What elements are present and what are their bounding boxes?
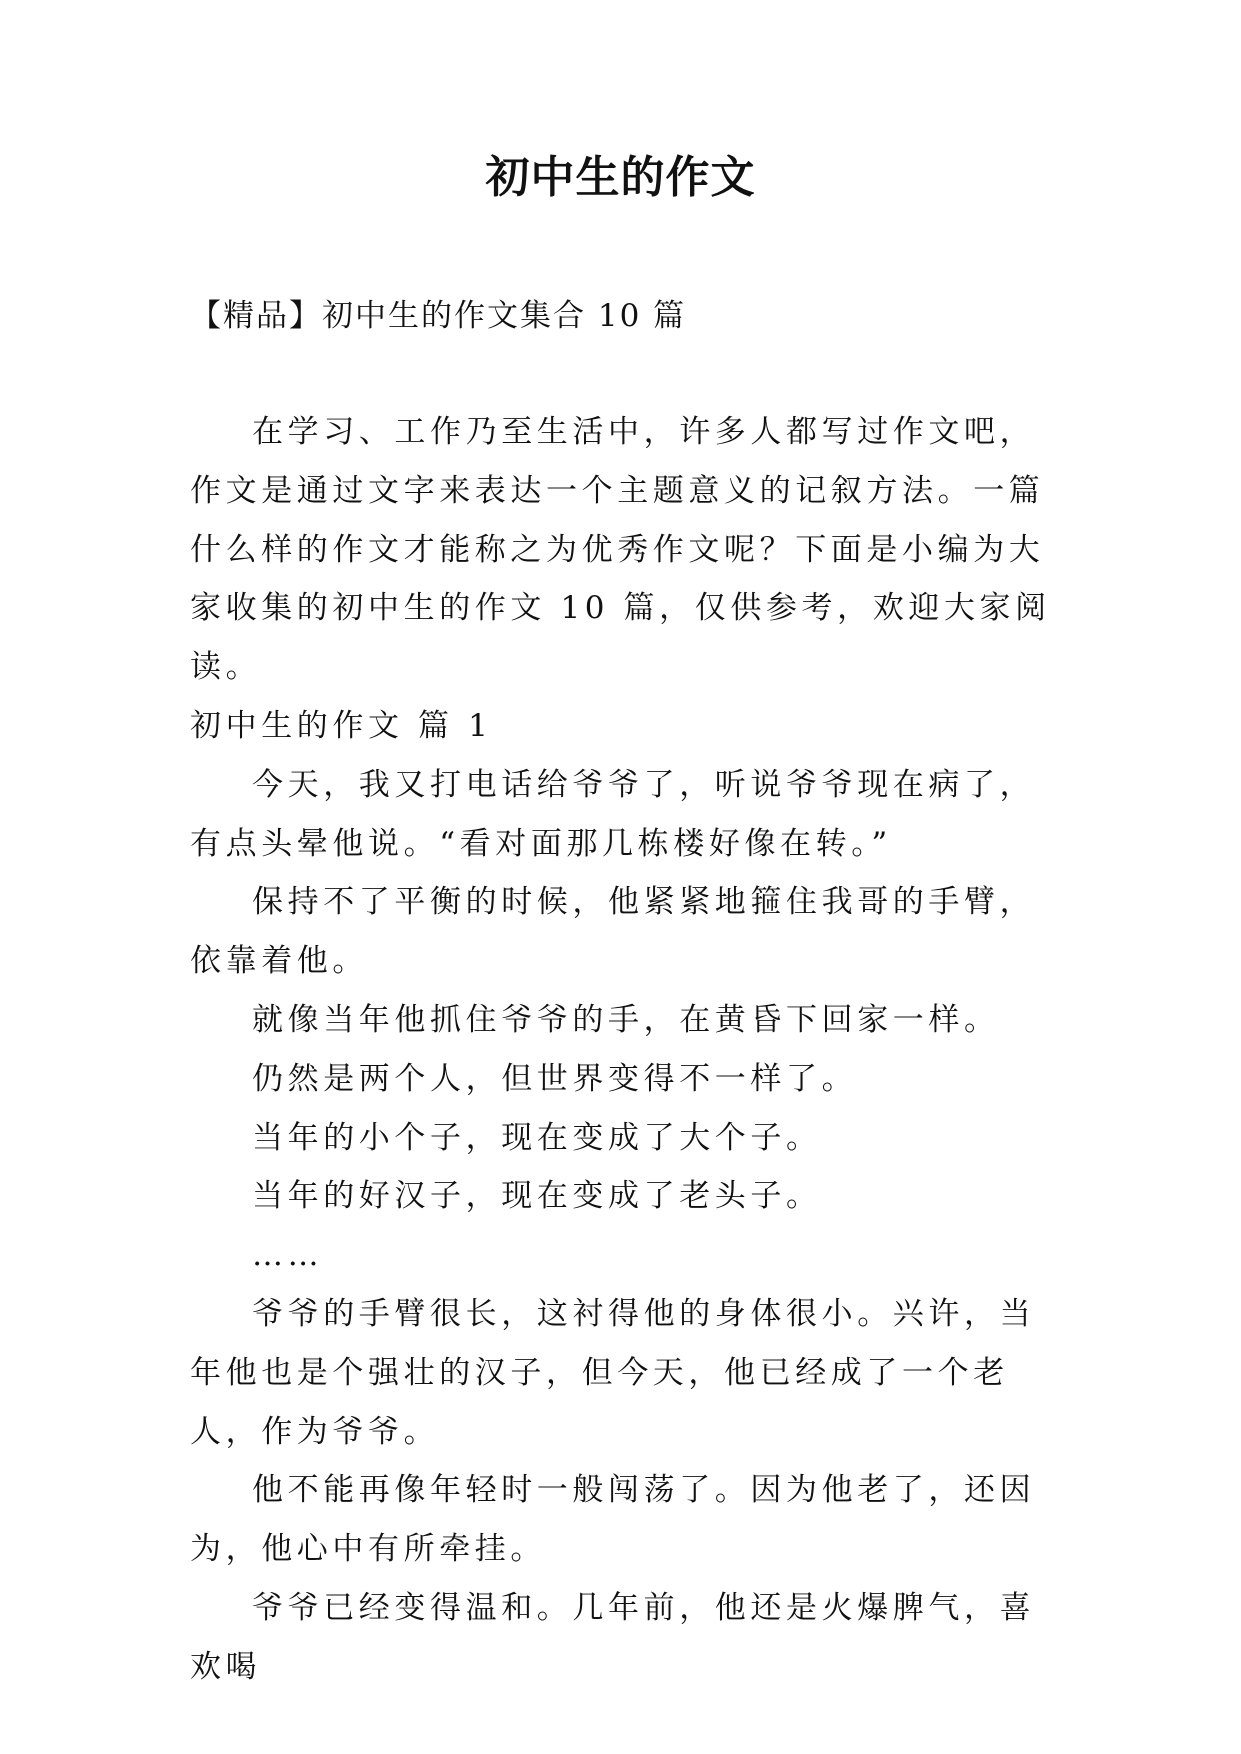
paragraph: 保持不了平衡的时候，他紧紧地箍住我哥的手臂，依靠着他。 [190, 884, 1036, 980]
document-body [190, 403, 1060, 1697]
section-heading: 初中生的作文 篇 1 [190, 707, 493, 744]
ellipsis-line: …… [252, 1237, 324, 1274]
paragraph: 当年的小个子，现在变成了大个子。 [252, 1119, 822, 1156]
paragraph: 今天，我又打电话给爷爷了，听说爷爷现在病了，有点头晕他说。“看对面那几栋楼好像在转。” [190, 766, 1036, 862]
paragraph: 仍然是两个人，但世界变得不一样了。 [252, 1060, 858, 1097]
paragraph: 爷爷的手臂很长，这衬得他的身体很小。兴许，当年他也是个强壮的汉子，但今天，他已经成了一个老人，作为爷爷。 [190, 1295, 1036, 1450]
document-title: 初中生的作文 [485, 152, 756, 203]
paragraph: 当年的好汉子，现在变成了老头子。 [252, 1178, 822, 1215]
paragraph-intro: 在学习、工作乃至生活中，许多人都写过作文吧，作文是通过文字来表达一个主题意义的记叙方法。一篇什么样的作文才能称之为优秀作文呢？下面是小编为大家收集的初中生的作文 10 篇，仅供参考，欢迎大家阅读。 [190, 414, 1051, 686]
document-subtitle: 【精品】初中生的作文集合 10 篇 [190, 298, 687, 334]
paragraph: 爷爷已经变得温和。几年前，他还是火爆脾气，喜欢喝 [190, 1589, 1036, 1685]
paragraph: 就像当年他抓住爷爷的手，在黄昏下回家一样。 [252, 1001, 1000, 1038]
paragraph: 他不能再像年轻时一般闯荡了。因为他老了，还因为，他心中有所牵挂。 [190, 1472, 1036, 1568]
